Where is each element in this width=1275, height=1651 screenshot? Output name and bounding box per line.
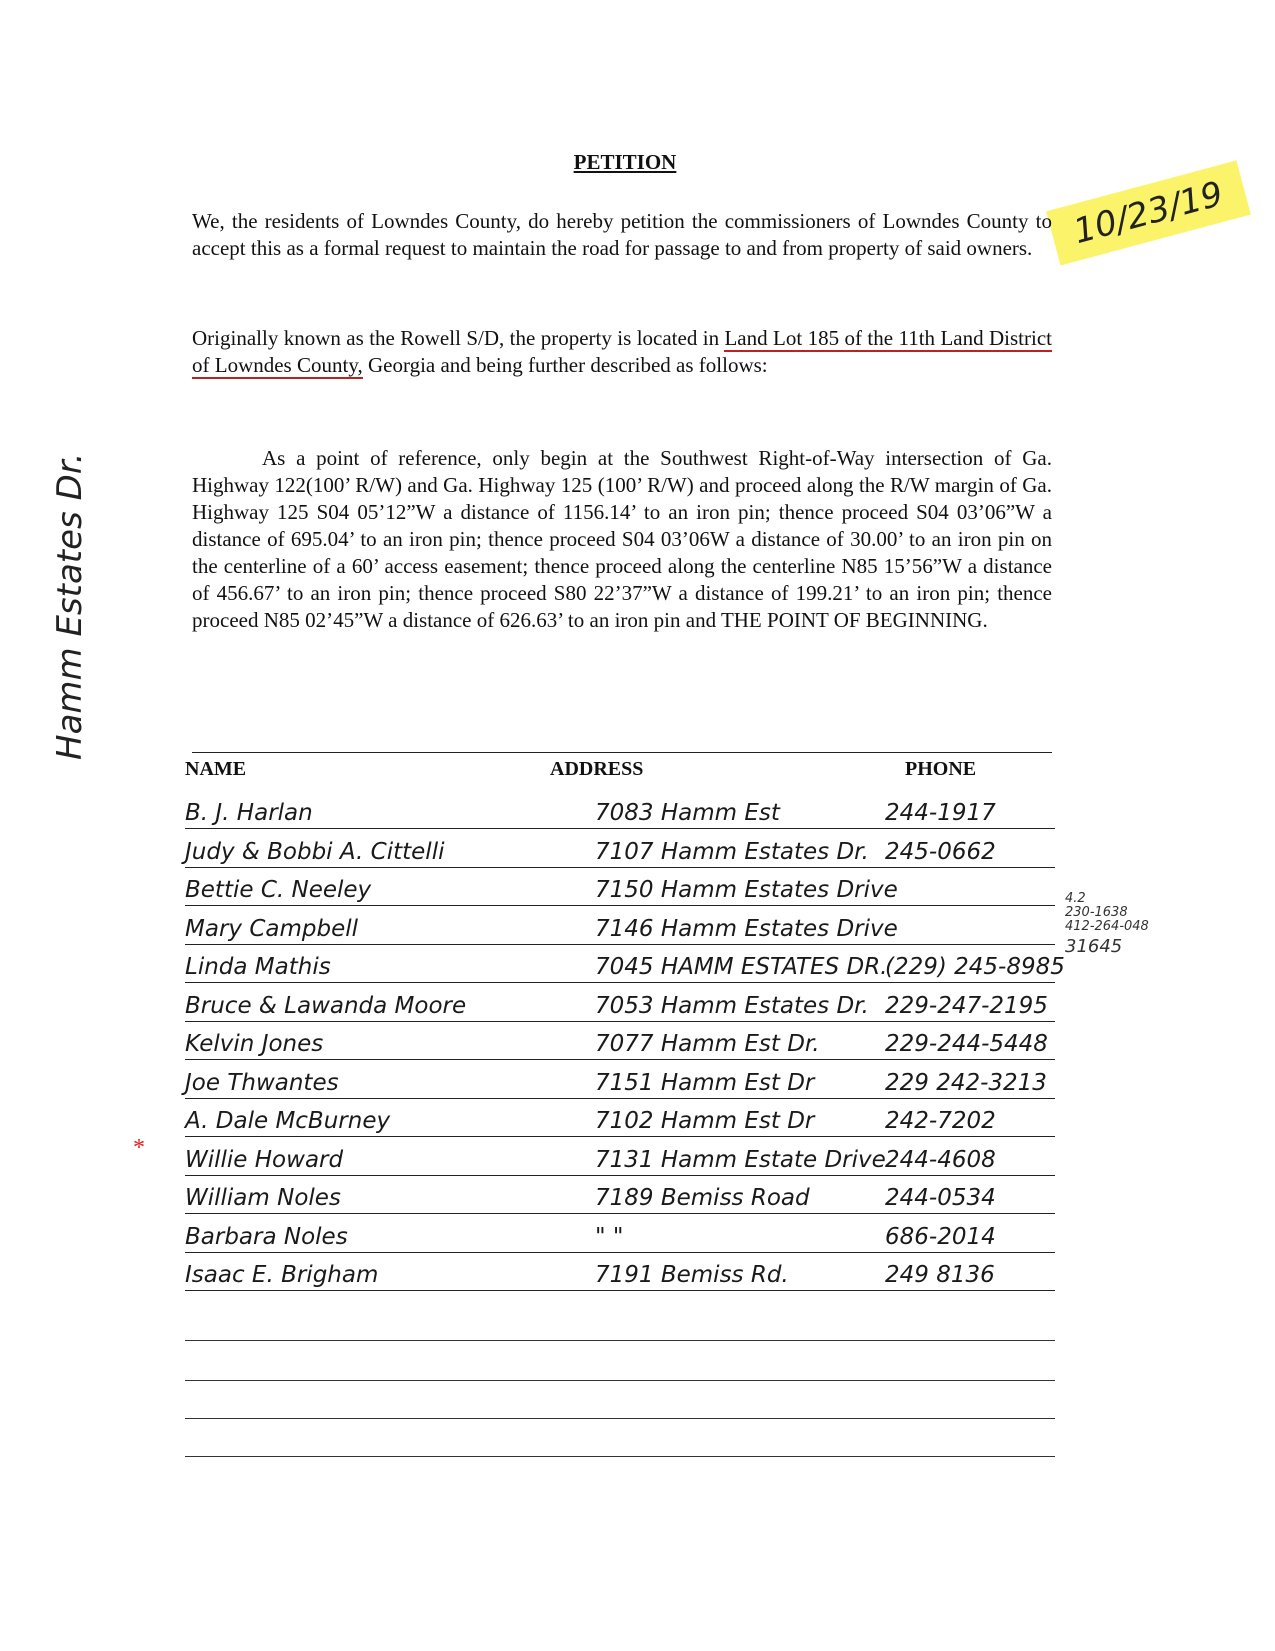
- header-phone: PHONE: [905, 758, 977, 780]
- blank-line: [185, 1418, 1055, 1419]
- underlined-land-lot: Land Lot 185 of the 11th Land District of Lowndes County,: [192, 326, 1052, 377]
- header-address: ADDRESS: [550, 758, 644, 780]
- signature-name: Willie Howard: [185, 1146, 344, 1173]
- signature-phone: 244-4608: [885, 1146, 996, 1173]
- legal-description: As a point of reference, only begin at the Southwest Right-of-Way intersection of Ga. Highway 122(100’ R/W) and Ga. Highway 125 (100’ R/W) and proceed along the R/W margin of Ga. Highway 125 S04 05’12”W a distance of 1156.14’ to an iron pin; thence proceed S04 03’06”W a distance of 695.04’ to an iron pin; thence proceed S04 03’06W a distance of 30.00’ to an iron pin on the centerline of a 60’ access easement; thence proceed along the centerline N85 15’56”W a distance of 456.67’ to an iron pin; thence proceed S80 22’37”W a distance of 199.21’ to an iron pin; thence proceed N85 02’45”W a distance of 626.63’ to an iron pin and THE POINT OF BEGINNING.: [192, 446, 1052, 632]
- page-title: PETITION: [573, 150, 677, 174]
- table-row: [185, 944, 1065, 983]
- signature-name: Bruce & Lawanda Moore: [185, 992, 467, 1019]
- table-row: [185, 1021, 1055, 1060]
- signature-name: A. Dale McBurney: [185, 1108, 391, 1134]
- blank-line: [185, 1380, 1055, 1381]
- signature-name: Bettie C. Neeley: [185, 877, 372, 903]
- signature-address: 7146 Hamm Estates Drive: [595, 915, 898, 942]
- table-row: [185, 906, 1055, 945]
- table-row: [185, 1214, 1055, 1253]
- signature-phone: 686-2014: [885, 1223, 996, 1250]
- blank-line: [185, 1456, 1055, 1457]
- star-mark: *: [133, 1135, 145, 1161]
- header-name: NAME: [185, 758, 247, 780]
- signature-address: 7151 Hamm Est Dr: [595, 1069, 815, 1096]
- table-row: [185, 1060, 1055, 1099]
- table-row: [185, 983, 1055, 1022]
- signature-address: 7077 Hamm Est Dr.: [595, 1031, 820, 1057]
- intro-paragraph: We, the residents of Lowndes County, do hereby petition the commissioners of Lowndes County to accept this as a formal request to maintain the road for passage to and from property of said owners.: [192, 209, 1052, 260]
- signature-phone: 242-7202: [885, 1108, 996, 1134]
- signature-phone: 229 242-3213: [885, 1069, 1047, 1096]
- signature-name: Isaac E. Brigham: [185, 1262, 379, 1288]
- note-line: 31645: [1065, 936, 1123, 957]
- signature-address: 7083 Hamm Est: [595, 800, 780, 826]
- signature-name: Joe Thwantes: [185, 1069, 339, 1096]
- note-line: 230-1638: [1065, 905, 1128, 920]
- blank-line: [185, 1340, 1055, 1341]
- signature-phone: 249 8136: [885, 1262, 995, 1288]
- table-row: [185, 829, 1055, 868]
- signature-name: Linda Mathis: [185, 954, 331, 980]
- table-row: [185, 790, 1055, 829]
- signature-name: Kelvin Jones: [185, 1031, 324, 1057]
- note-line: 4.2: [1065, 891, 1086, 906]
- signature-phone: 229-244-5448: [885, 1031, 1048, 1057]
- date-note: 10/23/19: [1046, 160, 1250, 265]
- signature-name: William Noles: [185, 1185, 341, 1211]
- signature-name: Mary Campbell: [185, 915, 359, 942]
- signature-address: 7107 Hamm Estates Dr.: [595, 838, 869, 865]
- signature-name: Judy & Bobbi A. Cittelli: [185, 838, 445, 865]
- divider: [192, 752, 1052, 753]
- signature-address: 7191 Bemiss Rd.: [595, 1262, 789, 1288]
- margin-note: [1065, 891, 1149, 957]
- signature-address: 7053 Hamm Estates Dr.: [595, 992, 869, 1019]
- signature-address: " ": [595, 1223, 624, 1250]
- signature-address: 7102 Hamm Est Dr: [595, 1108, 815, 1134]
- side-note: Hamm Estates Dr.: [50, 452, 90, 760]
- table-row: [185, 1252, 1055, 1291]
- table-row: [185, 1137, 1055, 1176]
- signature-name: B. J. Harlan: [185, 800, 313, 826]
- property-paragraph: [192, 325, 1052, 379]
- signature-address: 7189 Bemiss Road: [595, 1185, 810, 1211]
- signature-address: 7045 HAMM ESTATES DR.: [595, 954, 888, 980]
- signature-phone: 245-0662: [885, 838, 996, 865]
- signature-phone: 244-1917: [885, 800, 996, 826]
- text: Originally known as the Rowell S/D, the property is located in: [192, 326, 725, 350]
- signature-address: 7131 Hamm Estate Drive: [595, 1146, 886, 1173]
- signature-name: Barbara Noles: [185, 1223, 348, 1250]
- signature-phone: (229) 245-8985: [885, 954, 1065, 980]
- table-row: [185, 1098, 1055, 1137]
- signature-phone: 229-247-2195: [885, 992, 1048, 1019]
- table-row: [185, 867, 1055, 906]
- table-row: [185, 1175, 1055, 1214]
- note-line: 412-264-048: [1065, 919, 1149, 934]
- signature-phone: 244-0534: [885, 1185, 996, 1211]
- text: Georgia and being further described as follows:: [362, 353, 768, 377]
- signature-address: 7150 Hamm Estates Drive: [595, 877, 898, 903]
